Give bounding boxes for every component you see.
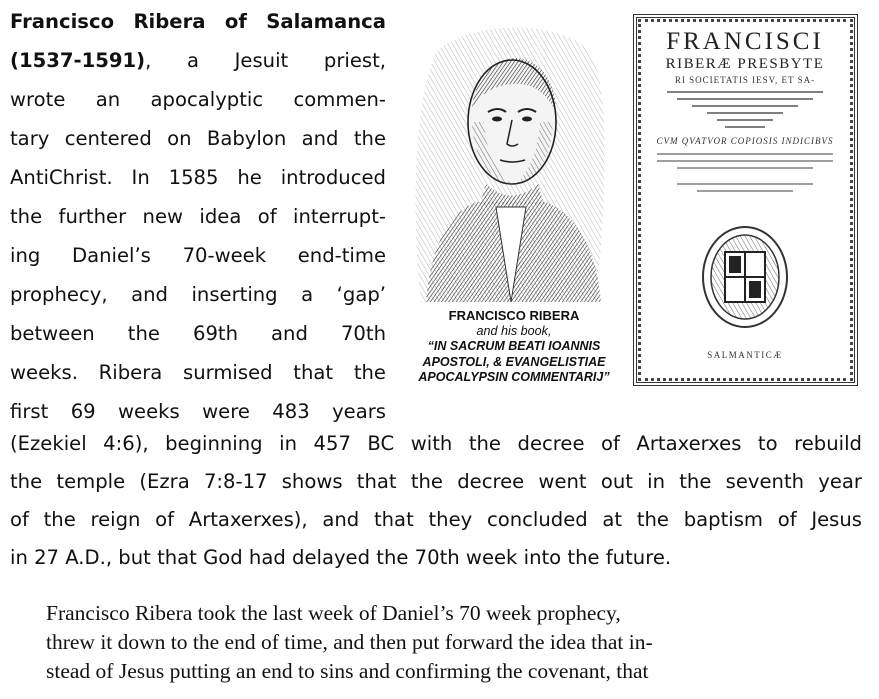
- quote-paragraph: [46, 599, 826, 686]
- text-line: the temple (Ezra 7:8-17 shows that the decree went out in the seventh year: [10, 470, 862, 493]
- intro-paragraph: [10, 2, 386, 431]
- text-line: AntiChrist. In 1585 he introduced: [10, 166, 386, 189]
- caption-book-title: APOSTOLI, & EVANGELISTIAE: [422, 354, 606, 369]
- text-line: Francisco Ribera took the last week of Daniel’s 70 week prophecy,: [46, 601, 621, 625]
- text-line: the further new idea of interrupt-: [10, 205, 386, 228]
- ribera-portrait-image: [406, 12, 614, 302]
- text-line: Francisco Ribera of Salamanca: [10, 10, 386, 33]
- text-line: weeks. Ribera surmised that the: [10, 361, 386, 384]
- text-line: threw it down to the end of time, and then put forward the idea that in-: [46, 630, 653, 654]
- text-line: of the reign of Artaxerxes), and that they concluded at the baptism of Jesus: [10, 508, 862, 531]
- caption-name: FRANCISCO RIBERA: [448, 308, 580, 323]
- caption-subtitle: and his book,: [476, 323, 552, 338]
- portrait-caption: [403, 308, 625, 386]
- text-line: (1537-1591), a Jesuit priest,: [10, 49, 386, 72]
- book-line: RI SOCIETATIS IESV, ET SA-: [674, 75, 816, 85]
- text-line: wrote an apocalyptic commen-: [10, 88, 386, 111]
- book-subtitle: RIBERÆ PRESBYTE: [665, 56, 825, 72]
- text-line: tary centered on Babylon and the: [10, 127, 386, 150]
- book-city: SALMANTICÆ: [707, 350, 783, 360]
- book-title: FRANCISCI: [666, 28, 824, 55]
- text-line: first 69 weeks were 483 years: [10, 400, 386, 423]
- text-line: (Ezekiel 4:6), beginning in 457 BC with the decree of Artaxerxes to rebuild: [10, 432, 862, 455]
- text-line: in 27 A.D., but that God had delayed the 70th week into the future.: [10, 546, 672, 569]
- book-title-page-image: [633, 14, 858, 386]
- caption-book-title: “IN SACRUM BEATI IOANNIS: [427, 339, 601, 353]
- caption-book-title: APOCALYPSIN COMMENTARIJ”: [418, 370, 610, 384]
- text-line: ing Daniel’s 70-week end-time: [10, 244, 386, 267]
- text-line: prophecy, and inserting a ‘gap’: [10, 283, 386, 306]
- book-line: CVM QVATVOR COPIOSIS INDICIBVS: [656, 136, 834, 146]
- book-small-print-image: [647, 88, 843, 136]
- text-line: stead of Jesus putting an end to sins and confirming the covenant, that: [46, 659, 649, 683]
- text-line: between the 69th and 70th: [10, 322, 386, 345]
- body-paragraph: [10, 425, 862, 577]
- book-small-print-image: [647, 150, 843, 210]
- jesuit-emblem-image: [695, 222, 795, 332]
